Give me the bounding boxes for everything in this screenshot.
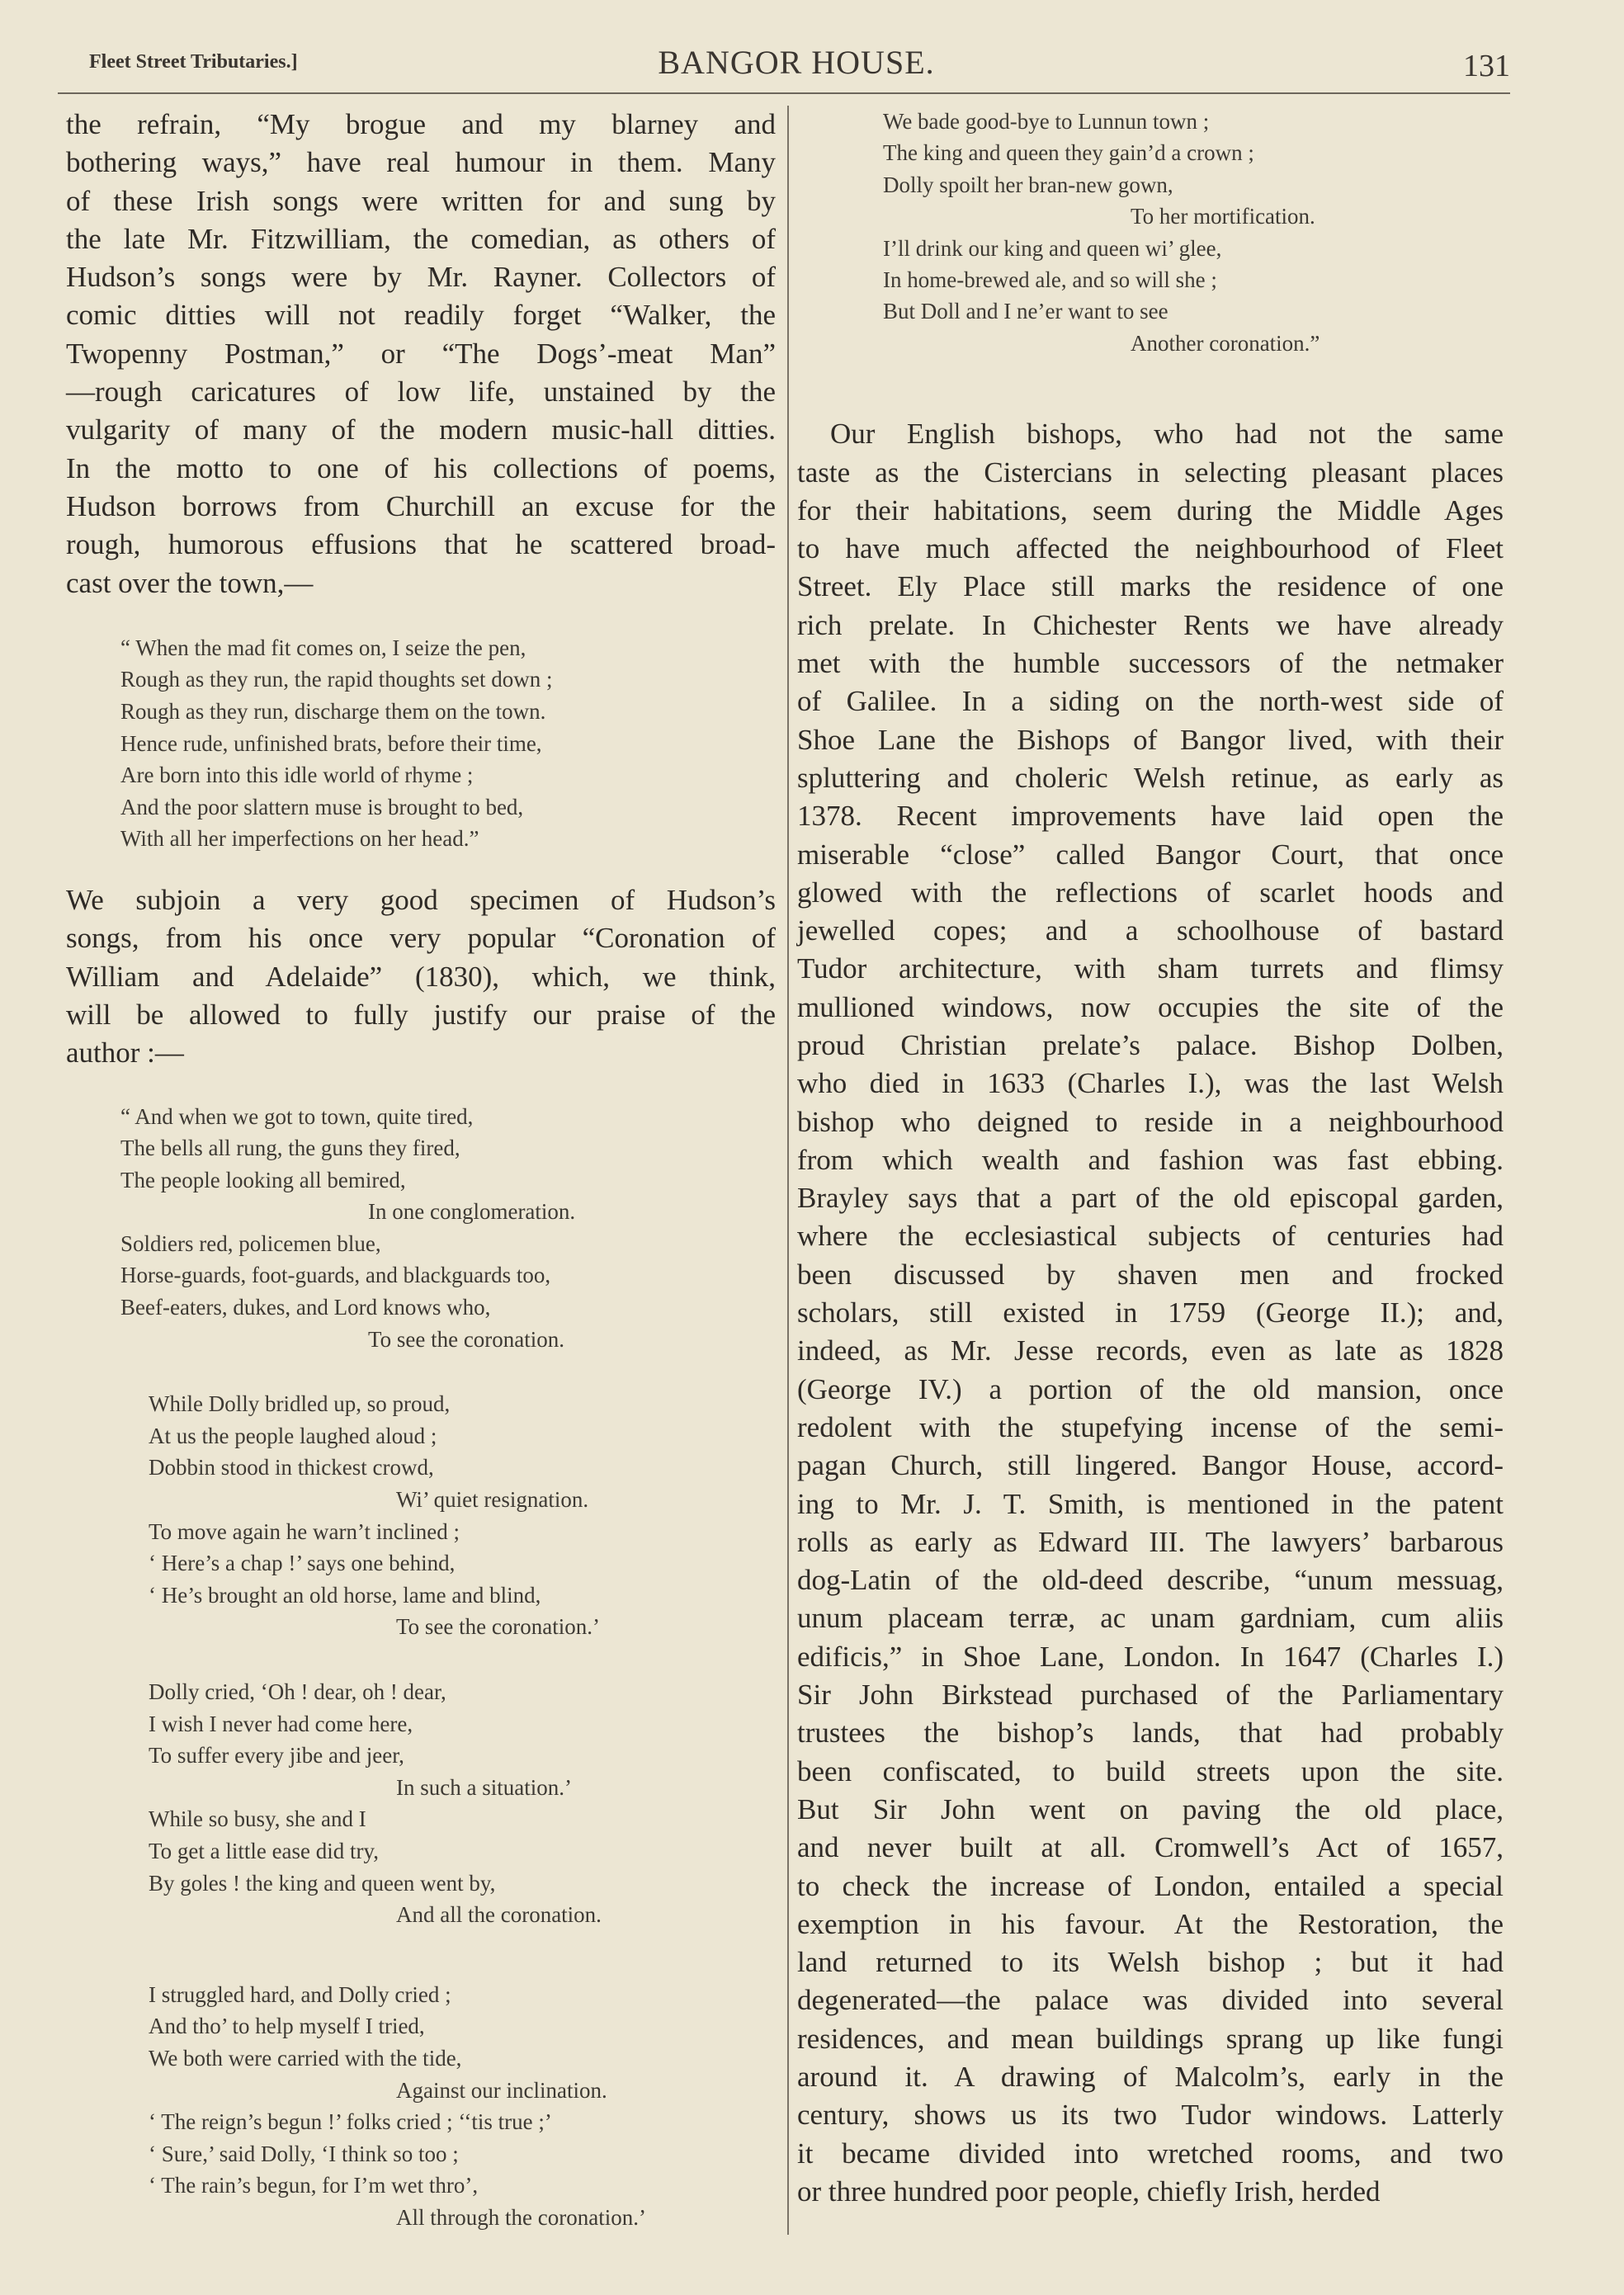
text-line: author :— [66,1037,184,1070]
verse-line: But Doll and I ne’er want to see [883,299,1168,324]
text-line: redolent with the stupefying incense of the semi- [797,1410,1504,1443]
verse-line: By goles ! the king and queen went by, [149,1870,496,1896]
verse-line: ‘ The rain’s begun, for I’m wet thro’, [149,2173,479,2198]
verse-line: In one conglomeration. [368,1199,576,1225]
text-line: Hudson’s songs were by Mr. Rayner. Collectors of [66,261,776,294]
text-line: ing to Mr. J. T. Smith, is mentioned in the patent [797,1487,1504,1520]
text-line: comic ditties will not readily forget “Walker, the [66,299,776,332]
song-stanza [66,1676,776,1931]
song-stanza [797,106,1504,359]
running-head [83,43,1510,94]
text-line: songs, from his once very popular “Coronation of [66,922,776,955]
verse-line: To suffer every jibe and jeer, [149,1743,404,1768]
verse-line: Beef-eaters, dukes, and Lord knows who, [120,1295,491,1320]
text-line: But Sir John went on paving the old place, [797,1792,1504,1825]
verse-line: To see the coronation.’ [396,1614,601,1640]
verse-line: All through the coronation.’ [396,2204,646,2230]
text-line: unum placeam terræ, ac unam gardniam, cum aliis [797,1602,1504,1635]
verse-line: Wi’ quiet resignation. [396,1487,589,1513]
verse-line: Another coronation.” [1131,330,1320,356]
text-line: miserable “close” called Bangor Court, that once [797,838,1504,871]
text-line: Brayley says that a part of the old episcopal garden, [797,1182,1504,1215]
verse-line: Against our inclination. [396,2077,607,2103]
text-line: trustees the bishop’s lands, that had probably [797,1717,1504,1750]
verse-line: The people looking all bemired, [120,1167,406,1192]
verse-line: In such a situation.’ [396,1774,572,1800]
verse-line: In home-brewed ale, and so will she ; [883,267,1217,293]
text-line: scholars, still existed in 1759 (George II.); and, [797,1296,1504,1329]
text-line: land returned to its Welsh bishop ; but it had [797,1946,1504,1979]
text-line: vulgarity of many of the modern music-hall ditties. [66,413,776,446]
page-title: BANGOR HOUSE. [658,44,935,81]
text-line: around it. A drawing of Malcolm’s, early in the [797,2061,1504,2094]
verse-line: Soldiers red, policemen blue, [120,1230,381,1256]
verse-line: Horse-guards, foot-guards, and blackguards too, [120,1263,551,1288]
text-line: We subjoin a very good specimen of Hudson’s [66,884,776,917]
poem-quote [66,632,776,855]
text-line: cast over the town,— [66,566,314,599]
verse-line: While so busy, she and I [149,1806,366,1832]
text-line: been confiscated, to build streets upon the site. [797,1754,1504,1787]
right-column [797,106,1504,2211]
verse-line: ‘ Here’s a chap !’ says one behind, [149,1551,456,1576]
text-line: bothering ways,” have real humour in them. Many [66,146,776,179]
text-line: Tudor architecture, with sham turrets and flimsy [797,952,1504,985]
verse-line: Dobbin stood in thickest crowd, [149,1455,434,1480]
text-line: bishop who deigned to reside in a neighbourhood [797,1105,1504,1138]
text-line: Twopenny Postman,” or “The Dogs’-meat Man” [66,337,776,370]
verse-line: To her mortification. [1131,204,1315,229]
text-line: proud Christian prelate’s palace. Bishop Dolben, [797,1029,1504,1061]
verse-line: Rough as they run, the rapid thoughts set down ; [120,667,553,692]
verse-line: At us the people laughed aloud ; [149,1423,437,1448]
verse-line: We both were carried with the tide, [149,2045,462,2071]
text-line: William and Adelaide” (1830), which, we think, [66,960,776,993]
text-line: Street. Ely Place still marks the residence of one [797,570,1504,603]
song-stanza [66,1101,776,1356]
paragraph [66,881,776,1072]
verse-line: “ When the mad fit comes on, I seize the pen, [120,635,526,660]
text-line: mullioned windows, now occupies the site of the [797,990,1504,1023]
verse-line: While Dolly bridled up, so proud, [149,1391,451,1417]
left-column [66,106,776,2234]
text-line: met with the humble successors of the netmaker [797,647,1504,680]
text-line: Hudson borrows from Churchill an excuse for the [66,489,776,522]
text-line: dog-Latin of the old-deed describe, “unum messuag, [797,1564,1504,1597]
text-line: who died in 1633 (Charles I.), was the last Welsh [797,1067,1504,1100]
verse-line: ‘ The reign’s begun !’ folks cried ; ‘‘tis true ;’ [149,2109,552,2135]
text-line: to check the increase of London, entailed a special [797,1869,1504,1902]
text-line: the late Mr. Fitzwilliam, the comedian, as others of [66,222,776,255]
text-line: (George IV.) a portion of the old mansion, once [797,1372,1504,1405]
paragraph [66,106,776,602]
verse-line: Rough as they run, discharge them on the town. [120,699,546,725]
paragraph [797,415,1504,2211]
text-line: it became divided into wretched rooms, and two [797,2137,1504,2170]
text-line: degenerated—the palace was divided into several [797,1984,1504,2017]
text-line: been discussed by shaven men and frocked [797,1258,1504,1291]
verse-line: Hence rude, unfinished brats, before their time, [120,730,542,756]
verse-line: And all the coronation. [396,1902,602,1928]
verse-line: To get a little ease did try, [149,1838,380,1863]
text-line: —rough caricatures of low life, unstained by the [66,375,776,408]
header-rule [58,92,1510,94]
verse-line: I’ll drink our king and queen wi’ glee, [883,235,1222,261]
text-line: will be allowed to fully justify our praise of the [66,998,776,1031]
verse-line: And the poor slattern muse is brought to bed, [120,794,524,819]
song-stanza [66,1388,776,1643]
text-line: of these Irish songs were written for and sung by [66,184,776,217]
text-line: rolls as early as Edward III. The lawyers’ barbarous [797,1525,1504,1558]
song-stanza [66,1979,776,2234]
text-line: for their habitations, seem during the Middle Ages [797,493,1504,527]
text-line: Shoe Lane the Bishops of Bangor lived, with their [797,723,1504,756]
text-line: or three hundred poor people, chiefly Irish, herded [797,2175,1381,2208]
text-line: residences, and mean buildings sprang up like fungi [797,2022,1504,2055]
verse-line: Dolly spoilt her bran-new gown, [883,172,1173,197]
text-line: jewelled copes; and a schoolhouse of bastard [797,914,1504,947]
page-number: 131 [1463,49,1510,83]
text-line: exemption in his favour. At the Restoration, the [797,1907,1504,1940]
verse-line: ‘ Sure,’ said Dolly, ‘I think so too ; [149,2141,459,2166]
text-line: Sir John Birkstead purchased of the Parliamentary [797,1679,1504,1712]
text-line: indeed, as Mr. Jesse records, even as late as 1828 [797,1334,1504,1367]
text-line: to have much affected the neighbourhood of Fleet [797,532,1504,565]
text-line: edificis,” in Shoe Lane, London. In 1647 (Charles I.) [797,1640,1504,1673]
text-line: from which wealth and fashion was fast ebbing. [797,1143,1504,1176]
verse-line: “ And when we got to town, quite tired, [120,1103,474,1129]
text-line: the refrain, “My brogue and my blarney and [66,108,776,140]
section-title: Fleet Street Tributaries.] [89,51,298,73]
verse-line: We bade good-bye to Lunnun town ; [883,109,1210,134]
text-line: taste as the Cistercians in selecting pleasant places [797,456,1504,489]
verse-line: The bells all rung, the guns they fired, [120,1136,460,1161]
verse-line: Dolly cried, ‘Oh ! dear, oh ! dear, [149,1679,446,1704]
verse-line: To see the coronation. [368,1326,565,1352]
text-line: spluttering and choleric Welsh retinue, as early as [797,761,1504,794]
verse-line: I wish I never had come here, [149,1711,413,1736]
text-line: glowed with the reflections of scarlet hoods and [797,876,1504,909]
verse-line: I struggled hard, and Dolly cried ; [149,1981,451,2007]
text-line: pagan Church, still lingered. Bangor House, accord- [797,1449,1504,1482]
text-line: rich prelate. In Chichester Rents we have already [797,608,1504,641]
column-divider [787,106,789,2235]
text-line: 1378. Recent improvements have laid open the [797,800,1504,833]
verse-line: With all her imperfections on her head.” [120,826,479,852]
text-line: century, shows us its two Tudor windows. Latterly [797,2099,1504,2132]
text-line: In the motto to one of his collections of poems, [66,451,776,484]
verse-line: ‘ He’s brought an old horse, lame and blind, [149,1582,541,1608]
text-line: rough, humorous effusions that he scattered broad- [66,528,776,561]
text-line: where the ecclesiastical subjects of centuries had [797,1220,1504,1253]
verse-line: And tho’ to help myself I tried, [149,2014,425,2039]
verse-line: To move again he warn’t inclined ; [149,1518,460,1544]
text-line: Our English bishops, who had not the same [830,418,1504,451]
text-line: of Galilee. In a siding on the north-west side of [797,685,1504,718]
text-line: and never built at all. Cromwell’s Act of 1657, [797,1831,1504,1864]
verse-line: Are born into this idle world of rhyme ; [120,763,474,788]
verse-line: The king and queen they gain’d a crown ; [883,140,1254,166]
